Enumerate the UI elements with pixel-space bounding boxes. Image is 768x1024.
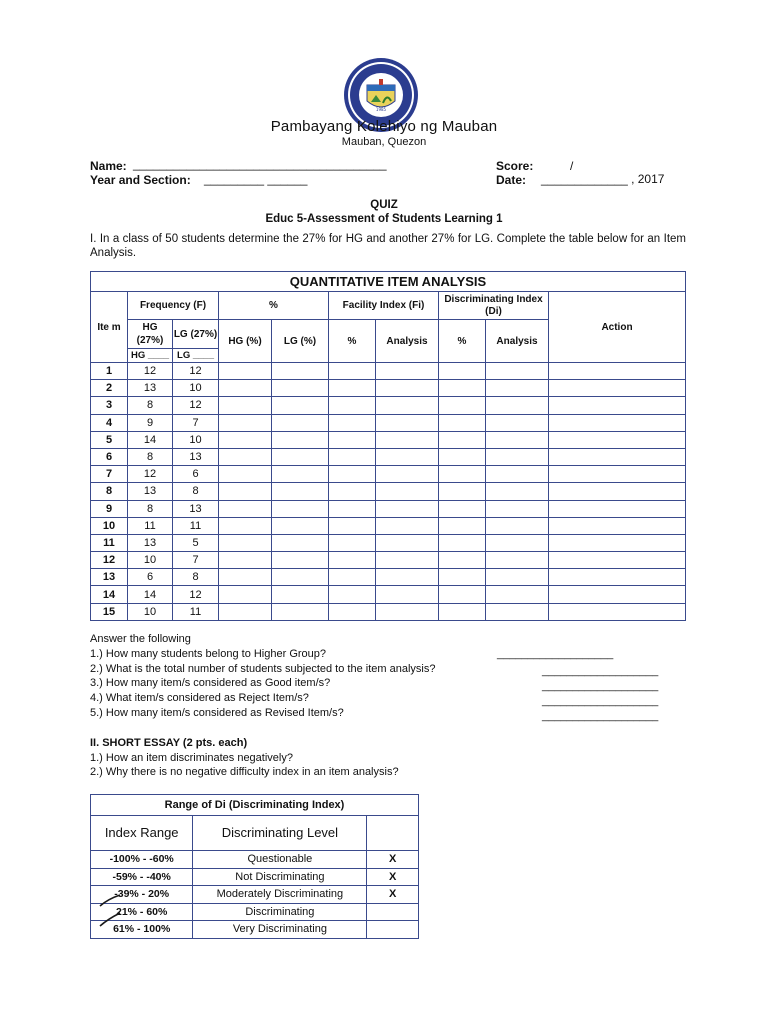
col-percent: % bbox=[219, 292, 329, 320]
col-hg: HG (27%) bbox=[128, 320, 173, 349]
question-3: 3.) How many item/s considered as Good item/s? bbox=[90, 677, 331, 689]
college-name: Pambayang Kolehiyo ng Mauban bbox=[270, 118, 498, 135]
hg-frequency: 11 bbox=[128, 517, 173, 534]
pen-check-marks bbox=[98, 893, 128, 929]
fi-pct-cell[interactable] bbox=[329, 569, 376, 586]
fi-analysis-cell[interactable] bbox=[376, 517, 439, 534]
hg-frequency: 13 bbox=[128, 534, 173, 551]
fi-analysis-cell[interactable] bbox=[376, 431, 439, 448]
answer-5-field[interactable]: ___________________ bbox=[542, 710, 659, 722]
fi-analysis-cell[interactable] bbox=[376, 466, 439, 483]
col-di-analysis: Analysis bbox=[486, 320, 549, 363]
col-hg-pct: HG (%) bbox=[219, 320, 272, 363]
table-row bbox=[91, 466, 686, 483]
di-pct-cell[interactable] bbox=[439, 363, 486, 380]
di-level: Very Discriminating bbox=[193, 921, 367, 939]
fi-pct-cell[interactable] bbox=[329, 363, 376, 380]
table-row bbox=[91, 397, 686, 414]
di-level: Questionable bbox=[193, 851, 367, 869]
di-row bbox=[91, 886, 419, 904]
di-mark[interactable] bbox=[367, 921, 419, 939]
hg-pct-cell[interactable] bbox=[219, 414, 272, 431]
di-range: -100% - -60% bbox=[91, 851, 193, 869]
lg-pct-cell[interactable] bbox=[272, 569, 329, 586]
di-row bbox=[91, 868, 419, 886]
fi-analysis-cell[interactable] bbox=[376, 363, 439, 380]
lg-pct-cell[interactable] bbox=[272, 552, 329, 569]
col-discriminating-index: Discriminating Index (Di) bbox=[439, 292, 549, 320]
di-pct-cell[interactable] bbox=[439, 569, 486, 586]
hg-frequency: 8 bbox=[128, 500, 173, 517]
table-row bbox=[91, 569, 686, 586]
action-cell[interactable] bbox=[549, 552, 686, 569]
hg-pct-cell[interactable] bbox=[219, 448, 272, 465]
di-pct-cell[interactable] bbox=[439, 500, 486, 517]
di-row bbox=[91, 903, 419, 921]
answer-3-field[interactable]: ___________________ bbox=[542, 680, 659, 692]
di-pct-cell[interactable] bbox=[439, 517, 486, 534]
action-cell[interactable] bbox=[549, 603, 686, 620]
di-analysis-cell[interactable] bbox=[486, 552, 549, 569]
item-number: 7 bbox=[91, 466, 128, 483]
hg-pct-cell[interactable] bbox=[219, 586, 272, 603]
action-cell[interactable] bbox=[549, 586, 686, 603]
col-frequency: Frequency (F) bbox=[128, 292, 219, 320]
di-mark[interactable]: X bbox=[367, 868, 419, 886]
di-pct-cell[interactable] bbox=[439, 448, 486, 465]
hg-pct-cell[interactable] bbox=[219, 500, 272, 517]
quiz-instruction: I. In a class of 50 students determine the 27% for HG and another 27% for LG. Complete the table below for an Item Analysis. bbox=[90, 233, 686, 259]
hg-frequency: 10 bbox=[128, 603, 173, 620]
lg-pct-cell[interactable] bbox=[272, 414, 329, 431]
table-row bbox=[91, 448, 686, 465]
di-pct-cell[interactable] bbox=[439, 431, 486, 448]
lg-frequency: 10 bbox=[173, 431, 219, 448]
lg-pct-cell[interactable] bbox=[272, 448, 329, 465]
di-pct-cell[interactable] bbox=[439, 603, 486, 620]
lg-pct-cell[interactable] bbox=[272, 500, 329, 517]
item-analysis-body bbox=[91, 363, 686, 621]
di-analysis-cell[interactable] bbox=[486, 603, 549, 620]
di-range: -59% - -40% bbox=[91, 868, 193, 886]
di-row bbox=[91, 851, 419, 869]
di-analysis-cell[interactable] bbox=[486, 517, 549, 534]
score-field[interactable]: / bbox=[570, 159, 574, 173]
lg-pct-cell[interactable] bbox=[272, 534, 329, 551]
lg-frequency: 11 bbox=[173, 517, 219, 534]
di-analysis-cell[interactable] bbox=[486, 448, 549, 465]
hg-frequency: 8 bbox=[128, 448, 173, 465]
di-range: 61% - 100% bbox=[91, 921, 193, 939]
table-row bbox=[91, 431, 686, 448]
di-range: -39% - 20% bbox=[91, 886, 193, 904]
col-fi-analysis: Analysis bbox=[376, 320, 439, 363]
fi-analysis-cell[interactable] bbox=[376, 483, 439, 500]
action-cell[interactable] bbox=[549, 534, 686, 551]
lg-frequency: 8 bbox=[173, 569, 219, 586]
table-row bbox=[91, 586, 686, 603]
item-number: 3 bbox=[91, 397, 128, 414]
lg-pct-cell[interactable] bbox=[272, 466, 329, 483]
question-2: 2.) What is the total number of students subjected to the item analysis? bbox=[90, 663, 436, 675]
fi-pct-cell[interactable] bbox=[329, 448, 376, 465]
date-label: Date: bbox=[496, 173, 527, 187]
col-hg-count: HG ____ bbox=[128, 349, 173, 363]
fi-analysis-cell[interactable] bbox=[376, 397, 439, 414]
hg-frequency: 12 bbox=[128, 466, 173, 483]
fi-pct-cell[interactable] bbox=[329, 483, 376, 500]
fi-pct-cell[interactable] bbox=[329, 586, 376, 603]
item-number: 11 bbox=[91, 534, 128, 551]
fi-analysis-cell[interactable] bbox=[376, 380, 439, 397]
di-col-level: Discriminating Level bbox=[193, 816, 367, 851]
table-row bbox=[91, 534, 686, 551]
table-row bbox=[91, 380, 686, 397]
quiz-subject: Educ 5-Assessment of Students Learning 1 bbox=[265, 213, 503, 225]
item-number: 10 bbox=[91, 517, 128, 534]
di-row bbox=[91, 921, 419, 939]
item-number: 14 bbox=[91, 586, 128, 603]
item-number: 8 bbox=[91, 483, 128, 500]
di-pct-cell[interactable] bbox=[439, 534, 486, 551]
action-cell[interactable] bbox=[549, 431, 686, 448]
hg-frequency: 13 bbox=[128, 380, 173, 397]
table-row bbox=[91, 603, 686, 620]
hg-frequency: 6 bbox=[128, 569, 173, 586]
year-section-label: Year and Section: bbox=[90, 173, 191, 187]
action-cell[interactable] bbox=[549, 569, 686, 586]
lg-frequency: 8 bbox=[173, 483, 219, 500]
action-cell[interactable] bbox=[549, 380, 686, 397]
di-analysis-cell[interactable] bbox=[486, 534, 549, 551]
hg-frequency: 13 bbox=[128, 483, 173, 500]
di-analysis-cell[interactable] bbox=[486, 586, 549, 603]
lg-pct-cell[interactable] bbox=[272, 363, 329, 380]
hg-pct-cell[interactable] bbox=[219, 466, 272, 483]
hg-pct-cell[interactable] bbox=[219, 380, 272, 397]
hg-frequency: 8 bbox=[128, 397, 173, 414]
item-number: 1 bbox=[91, 363, 128, 380]
action-cell[interactable] bbox=[549, 517, 686, 534]
col-facility-index: Facility Index (Fi) bbox=[329, 292, 439, 320]
di-range: 21% - 60% bbox=[91, 903, 193, 921]
answer-4-field[interactable]: ___________________ bbox=[542, 695, 659, 707]
di-mark[interactable]: X bbox=[367, 886, 419, 904]
hg-pct-cell[interactable] bbox=[219, 431, 272, 448]
lg-frequency: 6 bbox=[173, 466, 219, 483]
di-level: Not Discriminating bbox=[193, 868, 367, 886]
action-cell[interactable] bbox=[549, 397, 686, 414]
item-number: 13 bbox=[91, 569, 128, 586]
hg-frequency: 14 bbox=[128, 586, 173, 603]
di-analysis-cell[interactable] bbox=[486, 380, 549, 397]
di-table-caption: Range of Di (Discriminating Index) bbox=[91, 795, 419, 816]
fi-analysis-cell[interactable] bbox=[376, 603, 439, 620]
action-cell[interactable] bbox=[549, 448, 686, 465]
fi-pct-cell[interactable] bbox=[329, 466, 376, 483]
di-analysis-cell[interactable] bbox=[486, 483, 549, 500]
fi-analysis-cell[interactable] bbox=[376, 586, 439, 603]
col-fi-pct: % bbox=[329, 320, 376, 363]
lg-frequency: 13 bbox=[173, 500, 219, 517]
table-row bbox=[91, 500, 686, 517]
name-field[interactable]: ______________________________________ bbox=[133, 157, 387, 171]
item-number: 15 bbox=[91, 603, 128, 620]
lg-pct-cell[interactable] bbox=[272, 483, 329, 500]
col-di-pct: % bbox=[439, 320, 486, 363]
item-number: 2 bbox=[91, 380, 128, 397]
di-analysis-cell[interactable] bbox=[486, 466, 549, 483]
fi-pct-cell[interactable] bbox=[329, 552, 376, 569]
college-location: Mauban, Quezon bbox=[341, 136, 427, 148]
di-pct-cell[interactable] bbox=[439, 466, 486, 483]
quiz-title: QUIZ bbox=[370, 199, 398, 211]
lg-frequency: 13 bbox=[173, 448, 219, 465]
year-section-field[interactable]: _________ ______ bbox=[204, 172, 308, 186]
col-lg-count: LG ____ bbox=[173, 349, 219, 363]
col-lg-pct: LG (%) bbox=[272, 320, 329, 363]
action-cell[interactable] bbox=[549, 483, 686, 500]
lg-pct-cell[interactable] bbox=[272, 431, 329, 448]
lg-frequency: 11 bbox=[173, 603, 219, 620]
di-mark[interactable] bbox=[367, 903, 419, 921]
di-analysis-cell[interactable] bbox=[486, 363, 549, 380]
action-cell[interactable] bbox=[549, 414, 686, 431]
hg-frequency: 14 bbox=[128, 431, 173, 448]
hg-pct-cell[interactable] bbox=[219, 397, 272, 414]
di-range-table bbox=[90, 794, 419, 939]
di-col-mark bbox=[367, 816, 419, 851]
di-analysis-cell[interactable] bbox=[486, 500, 549, 517]
lg-frequency: 5 bbox=[173, 534, 219, 551]
fi-analysis-cell[interactable] bbox=[376, 414, 439, 431]
answer-2-field[interactable]: ___________________ bbox=[542, 665, 659, 677]
lg-frequency: 12 bbox=[173, 363, 219, 380]
di-pct-cell[interactable] bbox=[439, 414, 486, 431]
hg-pct-cell[interactable] bbox=[219, 569, 272, 586]
fi-pct-cell[interactable] bbox=[329, 431, 376, 448]
di-col-range: Index Range bbox=[91, 816, 193, 851]
di-mark[interactable]: X bbox=[367, 851, 419, 869]
fi-pct-cell[interactable] bbox=[329, 414, 376, 431]
question-4: 4.) What item/s considered as Reject Item/s? bbox=[90, 692, 309, 704]
table-row bbox=[91, 363, 686, 380]
di-analysis-cell[interactable] bbox=[486, 431, 549, 448]
hg-pct-cell[interactable] bbox=[219, 534, 272, 551]
hg-frequency: 12 bbox=[128, 363, 173, 380]
date-field[interactable]: _____________ , 2017 bbox=[541, 172, 665, 186]
di-level: Moderately Discriminating bbox=[193, 886, 367, 904]
lg-pct-cell[interactable] bbox=[272, 586, 329, 603]
question-1: 1.) How many students belong to Higher Group? bbox=[90, 648, 327, 660]
item-number: 6 bbox=[91, 448, 128, 465]
question-5: 5.) How many item/s considered as Revised Item/s? bbox=[90, 707, 344, 719]
table-row bbox=[91, 483, 686, 500]
lg-pct-cell[interactable] bbox=[272, 397, 329, 414]
fi-analysis-cell[interactable] bbox=[376, 552, 439, 569]
lg-pct-cell[interactable] bbox=[272, 380, 329, 397]
lg-pct-cell[interactable] bbox=[272, 603, 329, 620]
hg-pct-cell[interactable] bbox=[219, 517, 272, 534]
item-analysis-table bbox=[90, 271, 686, 621]
answers-heading: Answer the following bbox=[90, 633, 191, 645]
hg-pct-cell[interactable] bbox=[219, 483, 272, 500]
lg-pct-cell[interactable] bbox=[272, 517, 329, 534]
item-number: 9 bbox=[91, 500, 128, 517]
lg-frequency: 12 bbox=[173, 586, 219, 603]
hg-frequency: 9 bbox=[128, 414, 173, 431]
col-lg: LG (27%) bbox=[173, 320, 219, 349]
action-cell[interactable] bbox=[549, 466, 686, 483]
name-label: Name: bbox=[90, 159, 127, 173]
table-title: QUANTITATIVE ITEM ANALYSIS bbox=[91, 272, 686, 292]
fi-pct-cell[interactable] bbox=[329, 603, 376, 620]
table-row bbox=[91, 414, 686, 431]
lg-frequency: 10 bbox=[173, 380, 219, 397]
fi-analysis-cell[interactable] bbox=[376, 534, 439, 551]
essay-question-2: 2.) Why there is no negative difficulty index in an item analysis? bbox=[90, 766, 399, 778]
di-range-body bbox=[91, 851, 419, 939]
lg-frequency: 7 bbox=[173, 552, 219, 569]
fi-analysis-cell[interactable] bbox=[376, 500, 439, 517]
answer-1-field[interactable]: ___________________ bbox=[497, 648, 614, 660]
item-number: 4 bbox=[91, 414, 128, 431]
di-pct-cell[interactable] bbox=[439, 397, 486, 414]
lg-frequency: 7 bbox=[173, 414, 219, 431]
fi-analysis-cell[interactable] bbox=[376, 569, 439, 586]
col-action: Action bbox=[549, 292, 686, 363]
table-row bbox=[91, 517, 686, 534]
fi-pct-cell[interactable] bbox=[329, 397, 376, 414]
lg-frequency: 12 bbox=[173, 397, 219, 414]
item-number: 5 bbox=[91, 431, 128, 448]
seal-year: 1985 bbox=[375, 107, 387, 112]
hg-frequency: 10 bbox=[128, 552, 173, 569]
di-pct-cell[interactable] bbox=[439, 380, 486, 397]
table-row bbox=[91, 552, 686, 569]
col-item: Ite m bbox=[91, 292, 128, 363]
di-level: Discriminating bbox=[193, 903, 367, 921]
di-analysis-cell[interactable] bbox=[486, 397, 549, 414]
essay-heading: II. SHORT ESSAY (2 pts. each) bbox=[90, 737, 248, 749]
hg-pct-cell[interactable] bbox=[219, 363, 272, 380]
item-number: 12 bbox=[91, 552, 128, 569]
di-pct-cell[interactable] bbox=[439, 483, 486, 500]
fi-pct-cell[interactable] bbox=[329, 500, 376, 517]
hg-pct-cell[interactable] bbox=[219, 552, 272, 569]
action-cell[interactable] bbox=[549, 363, 686, 380]
score-label: Score: bbox=[496, 159, 534, 173]
di-pct-cell[interactable] bbox=[439, 552, 486, 569]
fi-pct-cell[interactable] bbox=[329, 380, 376, 397]
di-analysis-cell[interactable] bbox=[486, 414, 549, 431]
fi-pct-cell[interactable] bbox=[329, 534, 376, 551]
essay-question-1: 1.) How an item discriminates negatively? bbox=[90, 752, 293, 764]
fi-analysis-cell[interactable] bbox=[376, 448, 439, 465]
di-analysis-cell[interactable] bbox=[486, 569, 549, 586]
action-cell[interactable] bbox=[549, 500, 686, 517]
fi-pct-cell[interactable] bbox=[329, 517, 376, 534]
di-pct-cell[interactable] bbox=[439, 586, 486, 603]
hg-pct-cell[interactable] bbox=[219, 603, 272, 620]
